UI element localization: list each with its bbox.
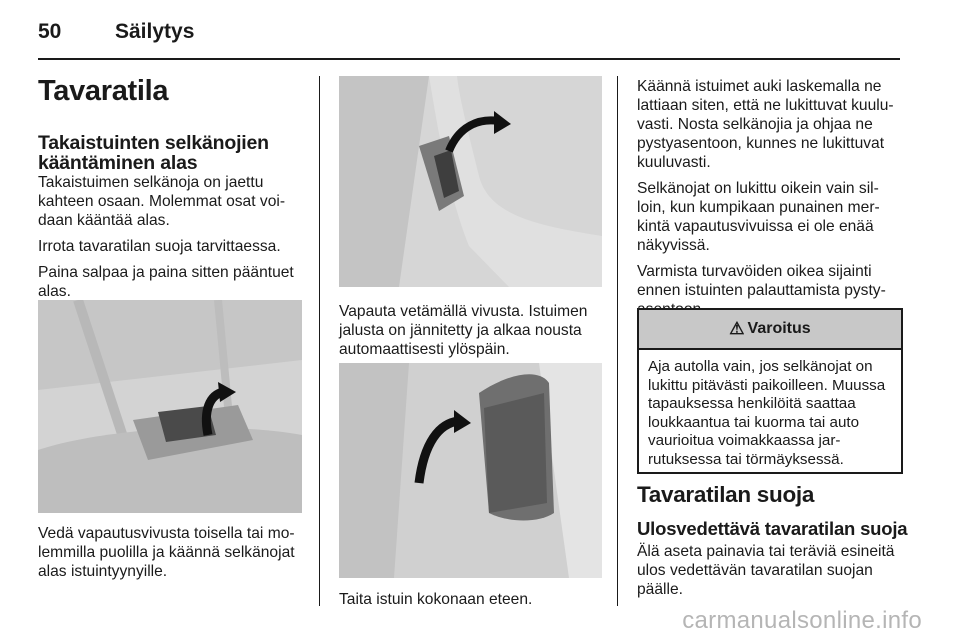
figure-seatback-release: [38, 300, 302, 513]
section-heading: Säilytys: [115, 20, 195, 43]
subsection-title: Ulosvedettävä tavaratilan suoja: [637, 518, 908, 539]
column-divider-1: [319, 76, 320, 606]
paragraph: Käännä istuimet auki laskemalla ne lattiaan siten, että ne lukittuvat kuulu-vasti. Nosta selkänojia ja ohjaa ne pystyasentoon, kunnes ne lukittuvat kuuluvasti.: [637, 78, 894, 171]
subsection-text: Älä aseta painavia tai teräviä esineitä ulos vedettävän tavaratilan suojan päälle.: [637, 543, 895, 598]
intro-text: [38, 173, 310, 308]
section-title: Tavaratilan suoja: [637, 482, 815, 507]
page-number: 50: [38, 20, 62, 43]
paragraph: Takaistuimen selkänoja on jaettu kahteen osaan. Molemmat osat voi-daan kääntää alas.: [38, 174, 286, 229]
warning-box: [637, 308, 903, 474]
warning-title: Varoitus: [747, 320, 811, 337]
instructions-text: [637, 77, 905, 326]
subsection-title: Takaistuinten selkänojien kääntäminen alas: [38, 132, 269, 174]
figure-release-lever: [339, 76, 602, 287]
warning-triangle-icon: ⚠: [729, 319, 745, 338]
paragraph: Varmista turvavöiden oikea sijainti ennen istuinten palauttamista pysty-: [637, 263, 886, 299]
warning-text: Aja autolla vain, jos selkänojat on lukittu pitävästi paikoilleen. Muussa tapauksessa henkilöitä saattaa loukkaantua tai kuorma tai auto vaurioitua voimakkaassa jar-rutuksessa tai törmäyksessä.: [648, 358, 886, 468]
figure-caption: Taita istuin kokonaan eteen.: [339, 591, 533, 608]
figure-fold-seat: [339, 363, 602, 578]
figure-caption: Vapauta vetämällä vivusta. Istuimen jalusta on jännitetty ja alkaa nousta automaattisesti ylöspäin.: [339, 303, 588, 358]
paragraph: Selkänojat on lukittu oikein vain sil-loin, kun kumpikaan punainen mer-kintä vapautusvivuissa ei ole enää näkyvissä.: [637, 180, 880, 254]
watermark: carmanualsonline.info: [682, 607, 922, 634]
figure-caption: Vedä vapautusvivusta toisella tai mo-lemmilla puolilla ja käännä selkänojat alas istuintyynyille.: [38, 525, 295, 580]
header-rule: [38, 58, 900, 60]
column-divider-2: [617, 76, 618, 606]
page-title: Tavaratila: [38, 75, 169, 107]
paragraph: Irrota tavaratilan suoja tarvittaessa.: [38, 238, 281, 255]
warning-header: [639, 310, 901, 350]
paragraph: Paina salpaa ja paina sitten pääntuet alas.: [38, 264, 294, 300]
